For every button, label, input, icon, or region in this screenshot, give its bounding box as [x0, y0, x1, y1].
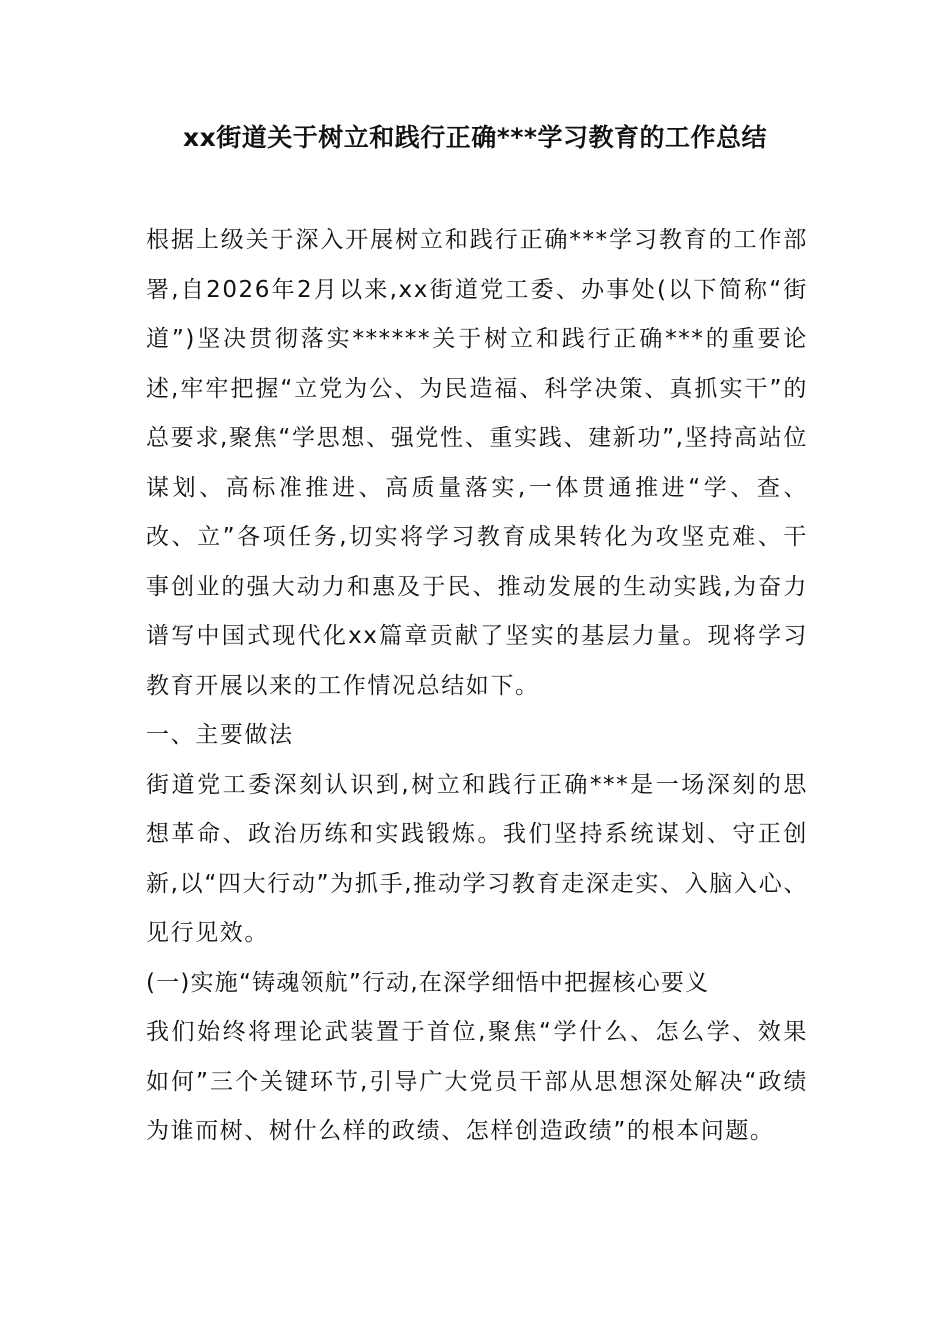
- section-heading-main-practices: 一、主要做法: [146, 722, 294, 748]
- document-body: [146, 216, 808, 1157]
- subsection-paragraph: 我们始终将理论武装置于首位,聚焦“学什么、怎么学、效果如何”三个关键环节,引导广大党员干部从思想深处解决“政绩为谁而树、树什么样的政绩、怎样创造政绩”的根本问题。: [146, 1019, 808, 1144]
- document-title: xx街道关于树立和践行正确***学习教育的工作总结: [183, 123, 767, 152]
- intro-paragraph: 根据上级关于深入开展树立和践行正确***学习教育的工作部署,自2026年2月以来,xx街道党工委、办事处(以下简称“街道”)坚决贯彻落实******关于树立和践行正确***的重要论述,牢牢把握“立党为公、为民造福、科学决策、真抓实干”的总要求,聚焦“学思想、强党性、重实践、建新功”,坚持高站位谋划、高标准推进、高质量落实,一体贯通推进“学、查、改、立”各项任务,切实将学习教育成果转化为攻坚克难、干事创业的强大动力和惠及于民、推动发展的生动实践,为奋力谱写中国式现代化xx篇章贡献了坚实的基层力量。现将学习教育开展以来的工作情况总结如下。: [146, 227, 808, 699]
- section-paragraph: 街道党工委深刻认识到,树立和践行正确***是一场深刻的思想革命、政治历练和实践锻炼。我们坚持系统谋划、守正创新,以“四大行动”为抓手,推动学习教育走深走实、入脑入心、见行见效。: [146, 771, 808, 946]
- subsection-heading: (一)实施“铸魂领航”行动,在深学细悟中把握核心要义: [146, 969, 710, 996]
